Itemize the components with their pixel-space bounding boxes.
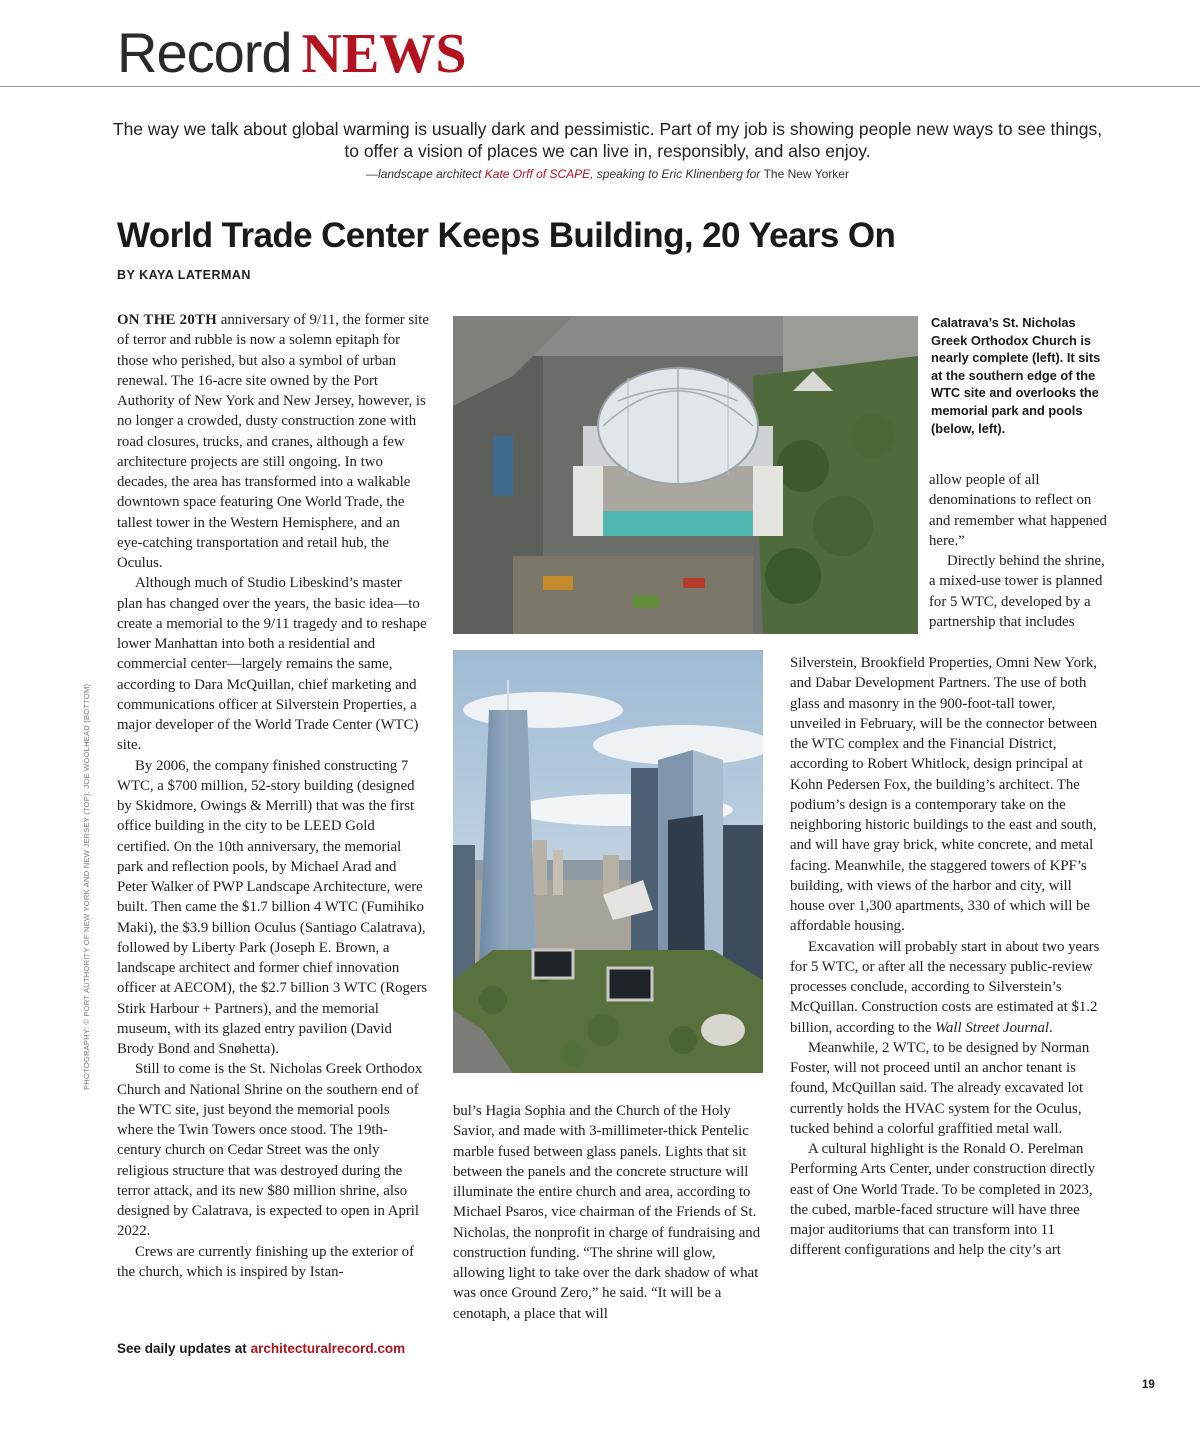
wtc-aerial-illustration [453, 650, 763, 1073]
church-aerial-illustration [453, 316, 918, 634]
paragraph-3: By 2006, the company finished constructing 7 WTC, a $700 million, 52-story building (designed by Skidmore, Owings & Merrill) that was the first office building in the city to be LEED Gold certified. On the 10th anniversary, the memorial park and reflection pools, by Michael Arad and Peter Walker of PWP Landscape Architecture, were built. Then came the $1.7 billion 4 WTC (Fumihiko Maki), the $3.9 billion Oculus (Santiago Calatrava), followed by Liberty Park (Joseph E. Brown, a landscape architect and former chief innovation officer at AECOM), the $2.7 billion 3 WTC (Rogers Stirk Harbour + Partners), and the memorial museum, with its glazed entry pavilion (David Brody Bond and Snøhetta). [117, 757, 428, 1057]
article-column-3-top [929, 470, 1109, 632]
photo-credit: PHOTOGRAPHY: © PORT AUTHORITY OF NEW YORK AND NEW JERSEY (TOP); JOE WOOLHEAD (BOTTOM) [82, 683, 91, 1090]
attribution-publication: The New Yorker [763, 167, 849, 181]
footer-prefix: See daily updates at [117, 1341, 251, 1356]
wsj-publication: Wall Street Journal [935, 1019, 1050, 1036]
paragraph-5: Crews are currently finishing up the exterior of the church, which is inspired by Istan- [117, 1243, 414, 1280]
paragraph-6-start: Directly behind the shrine, a mixed-use tower is planned for 5 WTC, developed by a partnership that includes [929, 553, 1105, 630]
paragraph-1-text: anniversary of 9/11, the former site of terror and rubble is now a solemn epitaph for those who perished, but also a symbol of urban renewal. The 16-acre site owned by the Port Authority of New York and New Jersey, however, is no longer a crowded, dusty construction zone with road closures, trucks, and cranes, although a few architecture projects are still ongoing. In two decades, the area has transformed into a walkable downtown space featuring One World Trade, the tallest tower in the Western Hemisphere, and an eye-catching transportation and retail hub, the Oculus. [117, 312, 429, 571]
paragraph-6-rest: Silverstein, Brookfield Properties, Omni New York, and Dabar Development Partners. The use of both glass and masonry in the 900-foot-tall tower, unveiled in February, will be the connector between the WTC complex and the Financial District, according to Robert Whitlock, design principal at Kohn Pedersen Fox, the building’s architect. The podium’s design is a contemporary take on the neighboring historic buildings to the east and south, and will have gray brick, white concrete, and metal facing. Meanwhile, the staggered towers of KPF’s building, with views of the harbor and city, will house over 1,300 apartments, 330 of which will be affordable housing. [790, 655, 1098, 935]
masthead [117, 22, 466, 85]
article-byline: BY KAYA LATERMAN [117, 268, 251, 282]
photo-caption: Calatrava’s St. Nicholas Greek Orthodox Church is nearly complete (left). It sits at the southern edge of the WTC site and overlooks the memorial park and pools (below, left). [931, 315, 1101, 436]
lead-in: ON THE 20TH [117, 312, 218, 328]
website-link[interactable]: architecturalrecord.com [250, 1341, 406, 1356]
church-aerial-photo [453, 316, 918, 634]
paragraph-7 [790, 937, 1108, 1038]
paragraph-7-end: . [1049, 1019, 1053, 1036]
article-column-1 [117, 310, 429, 1282]
paragraph-8: Meanwhile, 2 WTC, to be designed by Norman Foster, will not proceed until an anchor tenant is found, McQuillan said. The already excavated lot currently holds the HVAC system for the Oculus, tucked behind a colorful graffitied metal wall. [790, 1039, 1090, 1137]
wtc-aerial-photo [453, 650, 763, 1073]
pull-quote: The way we talk about global warming is usually dark and pessimistic. Part of my job is showing people new ways to see things, to offer a vision of places we can live in, responsibly, and also enjoy. [112, 119, 1103, 161]
paragraph-7-text: Excavation will probably start in about two years for 5 WTC, or after all the necessary public-review processes conclude, according to Silverstein’s McQuillan. Construction costs are estimated at $1.2 billion, according to the [790, 938, 1100, 1036]
masthead-record: Record [117, 21, 292, 84]
paragraph-5-end: allow people of all denominations to reflect on and remember what happened here.” [929, 472, 1107, 549]
footer-promo [117, 1341, 405, 1356]
quote-attribution [110, 167, 1105, 181]
masthead-news: NEWS [301, 23, 467, 85]
paragraph-5-continued [453, 1101, 765, 1324]
article-headline: World Trade Center Keeps Building, 20 Years On [117, 216, 896, 255]
paragraph-4: Still to come is the St. Nicholas Greek Orthodox Church and National Shrine on the southern end of the WTC site, just beyond the memorial pools where the Twin Towers once stood. The 19th-century church on Cedar Street was the only religious structure that was destroyed during the terror attack, and its new $80 million shrine, also designed by Calatrava, is expected to open in April 2022. [117, 1061, 423, 1240]
paragraph-1 [117, 310, 429, 573]
paragraph-9: A cultural highlight is the Ronald O. Perelman Performing Arts Center, under construction directly east of One World Trade. To be completed in 2023, the cubed, marble-faced structure will have three major auditoriums that can transform into 11 different configurations and help the city’s art [790, 1141, 1096, 1259]
article-column-3 [790, 653, 1108, 1261]
attribution-mid: , speaking to Eric Klinenberg for [590, 167, 764, 181]
page-number: 19 [1142, 1379, 1155, 1391]
attribution-prefix: —landscape architect [366, 167, 485, 181]
attribution-name[interactable]: Kate Orff of SCAPE [484, 167, 591, 181]
paragraph-5-continued-text: bul’s Hagia Sophia and the Church of the Holy Savior, and made with 3-millimeter-thick Pentelic marble fused between glass panels. Lights that sit between the panels and the concrete structure will illuminate the entire church and area, according to Michael Psaros, vice chairman of the Friends of St. Nicholas, the nonprofit in charge of fundraising and construction funding. “The shrine will glow, allowing light to take over the dark shadow of what was once Ground Zero,” he said. “It will be a cenotaph, a place that will [453, 1103, 761, 1322]
article-column-2 [453, 1101, 765, 1324]
paragraph-2: Although much of Studio Libeskind’s master plan has changed over the years, the basic idea—to create a memorial to the 9/11 tragedy and to reshape lower Manhattan into both a residential and commercial center—largely remains the same, according to Dara McQuillan, chief marketing and communications officer at Silverstein Properties, a major developer of the World Trade Center (WTC) site. [117, 575, 427, 754]
header-rule [0, 86, 1200, 87]
